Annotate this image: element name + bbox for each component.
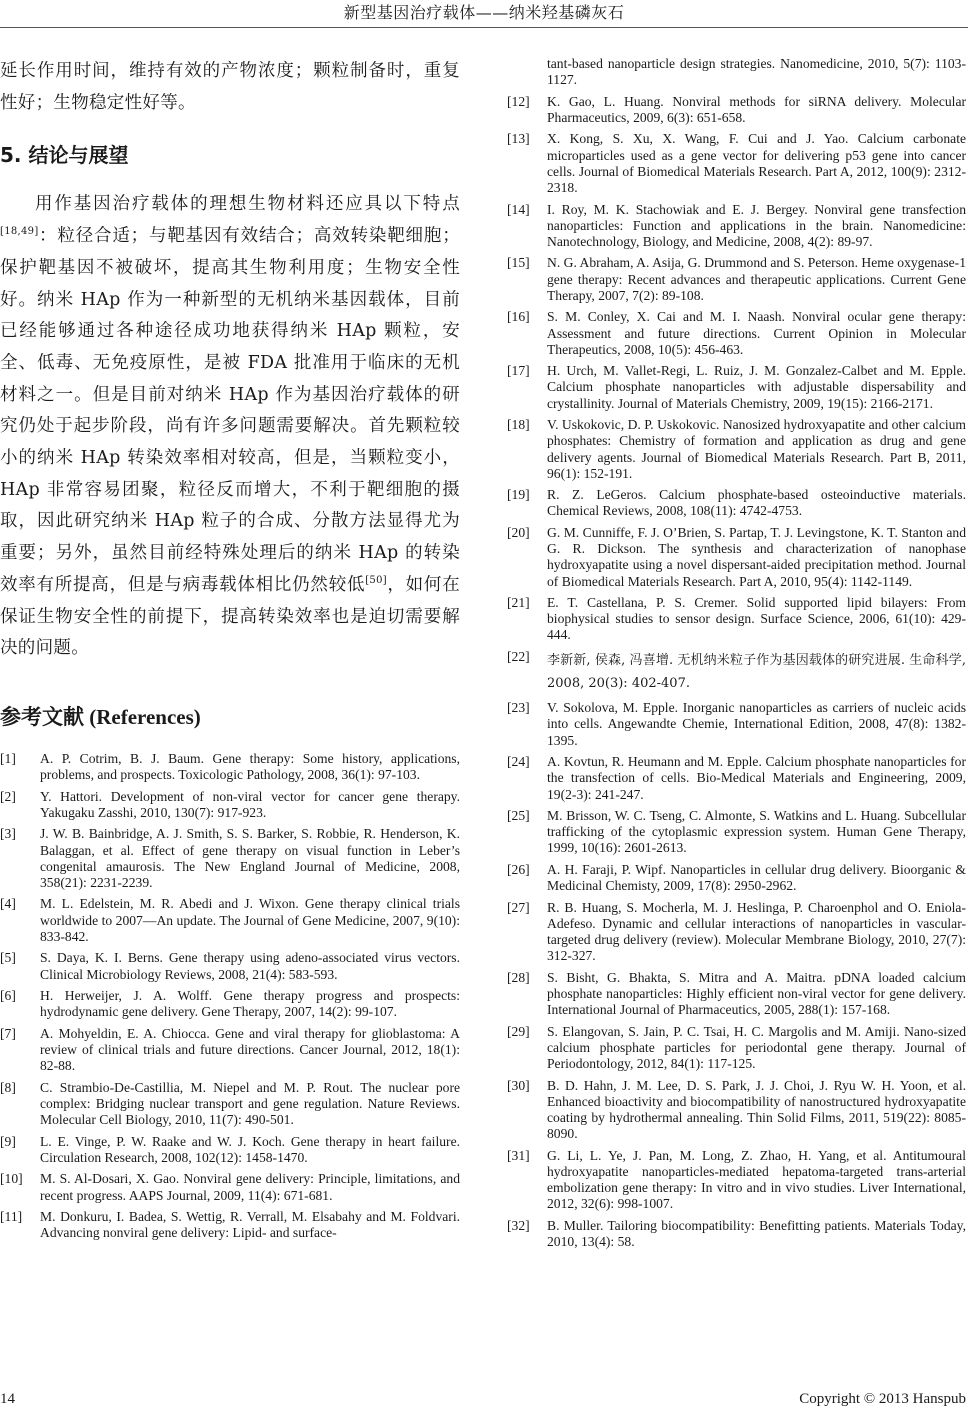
reference-item — [507, 808, 966, 857]
reference-text: E. T. Castellana, P. S. Cremer. Solid supported lipid bilayers: From biophysical studies to sensor design. Surface Science, 2006, 61(10): 429-444. — [547, 595, 966, 643]
reference-number: [22] — [507, 648, 530, 664]
reference-number: [9] — [0, 1133, 16, 1149]
reference-item — [0, 1080, 460, 1129]
reference-number: [5] — [0, 950, 16, 966]
reference-text: M. Donkuru, I. Badea, S. Wettig, R. Verrall, M. Elsabahy and M. Foldvari. Advancing nonviral gene delivery: Lipid- and surface- — [40, 1209, 460, 1241]
reference-number: [29] — [507, 1023, 530, 1039]
citation-18-49: [18,49] — [0, 226, 39, 238]
reference-text: M. L. Edelstein, M. R. Abedi and J. Wixon. Gene therapy clinical trials worldwide to 2007—An update. The Journal of Gene Medicine, 2007, 9(10): 833-842. — [40, 896, 460, 944]
reference-item — [507, 417, 966, 482]
reference-item — [507, 1148, 966, 1213]
reference-number: [7] — [0, 1025, 16, 1041]
conclusion-text-3: ，如何在保证生物安全性的前提下，提高转染效率也是迫切需要解决的问题。 — [0, 574, 460, 659]
copyright-notice: Copyright © 2013 Hanspub — [799, 1391, 966, 1407]
reference-item — [0, 1026, 460, 1075]
reference-text: V. Uskokovic, D. P. Uskokovic. Nanosized hydroxyapatite and other calcium phosphates: Chemistry of formation and application as drug and gene delivery agents. Journal of Biomedical Materials Research. Part B, 2011, 96(1): 152-191. — [547, 417, 966, 481]
reference-text: V. Sokolova, M. Epple. Inorganic nanoparticles as carriers of nucleic acids into cells. Angewandte Chemie, International Edition, 2008, 47(8): 1382-1395. — [547, 700, 966, 748]
reference-text: I. Roy, M. K. Stachowiak and E. J. Bergey. Nonviral gene transfection nanoparticles: Function and applications in the brain. Nanomedicine: Nanotechnology, Biology, and Medicine, 2008, 4(2): 89-97. — [547, 201, 966, 249]
reference-item — [507, 309, 966, 358]
reference-text: S. Daya, K. I. Berns. Gene therapy using adeno-associated virus vectors. Clinical Microbiology Reviews, 2008, 21(4): 583-593. — [40, 950, 460, 982]
references-list-right — [507, 56, 966, 1250]
reference-item — [507, 595, 966, 644]
reference-number: [11] — [0, 1209, 23, 1224]
reference-item — [507, 363, 966, 412]
reference-item — [507, 900, 966, 965]
reference-item — [0, 1171, 460, 1203]
reference-text: M. S. Al-Dosari, X. Gao. Nonviral gene delivery: Principle, limitations, and recent progress. AAPS Journal, 2009, 11(4): 671-681. — [40, 1171, 460, 1203]
reference-item — [507, 1024, 966, 1073]
reference-item — [0, 1134, 460, 1166]
left-column — [0, 56, 460, 1247]
reference-item — [0, 950, 460, 982]
reference-number: [15] — [507, 255, 530, 271]
reference-number: [24] — [507, 754, 530, 770]
reference-text: R. Z. LeGeros. Calcium phosphate-based osteoinductive materials. Chemical Reviews, 2008, 108(11): 4742-4753. — [547, 487, 966, 519]
reference-text: H. Urch, M. Vallet-Regi, L. Ruiz, J. M. Gonzalez-Calbet and M. Epple. Calcium phosphate nanoparticles with adjustable dispersability and crystallinity. Journal of Materials Chemistry, 2009, 19(15): 2166-2171. — [547, 363, 966, 411]
conclusion-text-1: 用作基因治疗载体的理想生物材料还应具以下特点 — [35, 194, 460, 215]
reference-number: [1] — [0, 750, 16, 766]
reference-item — [0, 1209, 460, 1241]
reference-number: [32] — [507, 1217, 530, 1233]
reference-text: R. B. Huang, S. Mocherla, M. J. Heslinga, P. Charoenphol and O. Eniola-Adefeso. Dynamic and cellular interactions of nanoparticles in vascular-targeted drug delivery (review). Molecular Membrane Biology, 2010, 27(7): 312-327. — [547, 899, 966, 964]
right-column — [507, 56, 966, 1256]
reference-item — [507, 525, 966, 590]
reference-item — [547, 56, 966, 88]
reference-item — [0, 896, 460, 945]
reference-number: [2] — [0, 788, 16, 804]
reference-text: C. Strambio-De-Castillia, M. Niepel and M. P. Rout. The nuclear pore complex: Bridging nuclear transport and gene regulation. Nature Reviews. Molecular Cell Biology, 2010, 11(7): 490-501. — [40, 1079, 460, 1128]
reference-number: [6] — [0, 988, 16, 1004]
reference-item — [507, 700, 966, 749]
reference-item — [507, 1218, 966, 1250]
reference-item — [0, 751, 460, 783]
reference-text: M. Brisson, W. C. Tseng, C. Almonte, S. Watkins and L. Huang. Subcellular trafficking of the cytoplasmic expression system. Human Gene Therapy, 1999, 10(16): 2601-2613. — [547, 808, 966, 856]
reference-item — [507, 94, 966, 126]
section-heading-conclusion: 5. 结论与展望 — [0, 143, 129, 168]
reference-item — [0, 988, 460, 1020]
reference-text: J. W. B. Bainbridge, A. J. Smith, S. S. Barker, S. Robbie, R. Henderson, K. Balaggan, et al. Effect of gene therapy on visual function in Leber’s congenital amaurosis. The New England Journal of Medicine, 2008, 358(21): 2231-2239. — [40, 826, 460, 890]
reference-text: G. Li, L. Ye, J. Pan, M. Long, Z. Zhao, H. Yang, et al. Antitumoural hydroxyapatite nanoparticles-mediated hepatoma-targeted trans-arterial embolization gene therapy: In vitro and in vivo studies. Liver International, 2012, 32(6): 998-1007. — [547, 1147, 966, 1212]
references-heading: 参考文献 (References) — [0, 704, 201, 729]
reference-number: [18] — [507, 417, 530, 433]
reference-number: [3] — [0, 826, 16, 842]
reference-number: [14] — [507, 201, 530, 217]
conclusion-paragraph — [0, 189, 460, 665]
reference-text: L. E. Vinge, P. W. Raake and W. J. Koch. Gene therapy in heart failure. Circulation Research, 2008, 102(12): 1458-1470. — [40, 1133, 460, 1165]
reference-text: S. Elangovan, S. Jain, P. C. Tsai, H. C. Margolis and M. Amiji. Nano-sized calcium phosphate particles for periodontal gene therapy. Journal of Periodontology, 2012, 84(1): 117-125. — [547, 1023, 966, 1072]
reference-item — [507, 1078, 966, 1143]
reference-item — [507, 202, 966, 251]
reference-number: [16] — [507, 309, 530, 325]
conclusion-text-2: ：粒径合适；与靶基因有效结合；高效转染靶细胞；保护靶基因不被破坏，提高其生物利用度；生物安全性好。纳米 HAp 作为一种新型的无机纳米基因载体，目前已经能够通过各种途径成功地获得纳米 HAp 颗粒，安全、低毒、无免疫原性，是被 FDA 批准用于临床的无机材料之一。但是目前对纳米 HAp 作为基因治疗载体的研究仍处于起步阶段，尚有许多问题需要解决。首先颗粒较小的纳米 HAp 转染效率相对较高，但是，当颗粒变小，HAp 非常容易团聚，粒径反而增大，不利于靶细胞的摄取，因此研究纳米 HAp 粒子的合成、分散方法显得尤为重要；另外，虽然目前经特殊处理后的纳米 HAp 的转染效率有所提高，但是与病毒载体相比仍然较低 — [0, 226, 460, 595]
reference-text: N. G. Abraham, A. Asija, G. Drummond and S. Peterson. Heme oxygenase-1 gene therapy: Recent advances and therapeutic applications. Current Gene Therapy, 2007, 7(2): 89-108. — [547, 255, 966, 303]
reference-number: [10] — [0, 1171, 23, 1187]
reference-text: S. M. Conley, X. Cai and M. I. Naash. Nonviral ocular gene therapy: Assessment and future directions. Current Opinion in Molecular Therapeutics, 2008, 10(5): 456-463. — [547, 309, 966, 357]
reference-number: [13] — [507, 131, 530, 147]
reference-text: B. D. Hahn, J. M. Lee, D. S. Park, J. J. Choi, J. Ryu W. H. Yoon, et al. Enhanced bioactivity and biocompatibility of nanostructured hydroxyapatite coating by hydrothermal annealing. Thin Solid Films, 2011, 519(22): 8085-8090. — [547, 1077, 966, 1142]
reference-text: Y. Hattori. Development of non-viral vector for cancer gene therapy. Yakugaku Zasshi, 2010, 130(7): 917-923. — [40, 788, 460, 820]
reference-text: A. Kovtun, R. Heumann and M. Epple. Calcium phosphate nanoparticles for the transfection of cells. Bio-Medical Materials and Engineering, 2009, 19(2-3): 241-247. — [547, 754, 966, 802]
reference-item — [507, 970, 966, 1019]
reference-item — [507, 649, 966, 695]
reference-number: [19] — [507, 487, 530, 503]
reference-number: [25] — [507, 808, 530, 824]
reference-item — [507, 255, 966, 304]
reference-number: [20] — [507, 524, 530, 540]
reference-item — [507, 131, 966, 196]
page-number: 14 — [0, 1391, 15, 1407]
reference-text: A. P. Cotrim, B. J. Baum. Gene therapy: Some history, applications, problems, and prospects. Toxicologic Pathology, 2008, 36(1): 97-103. — [40, 750, 460, 783]
reference-number: [27] — [507, 899, 530, 915]
reference-number: [30] — [507, 1077, 530, 1093]
reference-text: H. Herweijer, J. A. Wolff. Gene therapy progress and prospects: hydrodynamic gene delivery. Gene Therapy, 2007, 14(2): 99-107. — [40, 988, 460, 1020]
reference-number: [8] — [0, 1079, 16, 1095]
reference-number: [31] — [507, 1147, 530, 1163]
reference-item — [507, 862, 966, 894]
reference-text: B. Muller. Tailoring biocompatibility: Benefitting patients. Materials Today, 2010, 13(4): 58. — [547, 1217, 966, 1250]
intro-paragraph: 延长作用时间，维持有效的产物浓度；颗粒制备时，重复性好；生物稳定性好等。 — [0, 61, 460, 113]
citation-50: [50] — [365, 575, 387, 587]
reference-number: [26] — [507, 861, 530, 877]
header-rule — [0, 27, 968, 28]
reference-number: [28] — [507, 969, 530, 985]
reference-number: [17] — [507, 363, 530, 379]
reference-text: A. H. Faraji, P. Wipf. Nanoparticles in cellular drug delivery. Bioorganic & Medicinal Chemisty, 2009, 17(8): 2950-2962. — [547, 861, 966, 894]
reference-text: tant-based nanoparticle design strategies. Nanomedicine, 2010, 5(7): 1103-1127. — [547, 56, 966, 88]
reference-number: [21] — [507, 595, 530, 611]
reference-text: S. Bisht, G. Bhakta, S. Mitra and A. Maitra. pDNA loaded calcium phosphate nanoparticles: Highly efficient non-viral vector for gene delivery. International Journal of Pharmaceutics, 2005, 288(1): 157-168. — [547, 969, 966, 1018]
reference-item — [0, 826, 460, 891]
reference-text: 李新新, 侯森, 冯喜增. 无机纳米粒子作为基因载体的研究进展. 生命科学, 2008, 20(3): 402-407. — [547, 652, 966, 691]
reference-text: X. Kong, S. Xu, X. Wang, F. Cui and J. Yao. Calcium carbonate microparticles used as a gene vector for delivering p53 gene into cancer cells. Journal of Biomedical Materials Research. Part A, 2012, 100(9): 2312-2318. — [547, 131, 966, 196]
reference-text: K. Gao, L. Huang. Nonviral methods for siRNA delivery. Molecular Pharmaceutics, 2009, 6(3): 651-658. — [547, 93, 966, 125]
reference-item — [0, 789, 460, 821]
reference-item — [507, 487, 966, 519]
reference-item — [507, 754, 966, 803]
reference-text: G. M. Cunniffe, F. J. O’Brien, S. Partap, T. J. Levingstone, K. T. Stanton and G. R. Dickson. The synthesis and characterization of nanophase hydroxyapatite using a novel dispersant-aided precipitation method. Journal of Biomedical Materials Research. Part A, 2010, 95(4): 1142-1149. — [547, 524, 966, 589]
reference-number: [23] — [507, 700, 530, 716]
reference-text: A. Mohyeldin, E. A. Chiocca. Gene and viral therapy for glioblastoma: A review of clinical trials and future directions. Cancer Journal, 2012, 18(1): 82-88. — [40, 1025, 460, 1074]
running-header: 新型基因治疗载体——纳米羟基磷灰石 — [343, 3, 625, 22]
references-list-left — [0, 751, 460, 1241]
reference-number: [12] — [507, 93, 530, 109]
reference-number: [4] — [0, 896, 16, 912]
